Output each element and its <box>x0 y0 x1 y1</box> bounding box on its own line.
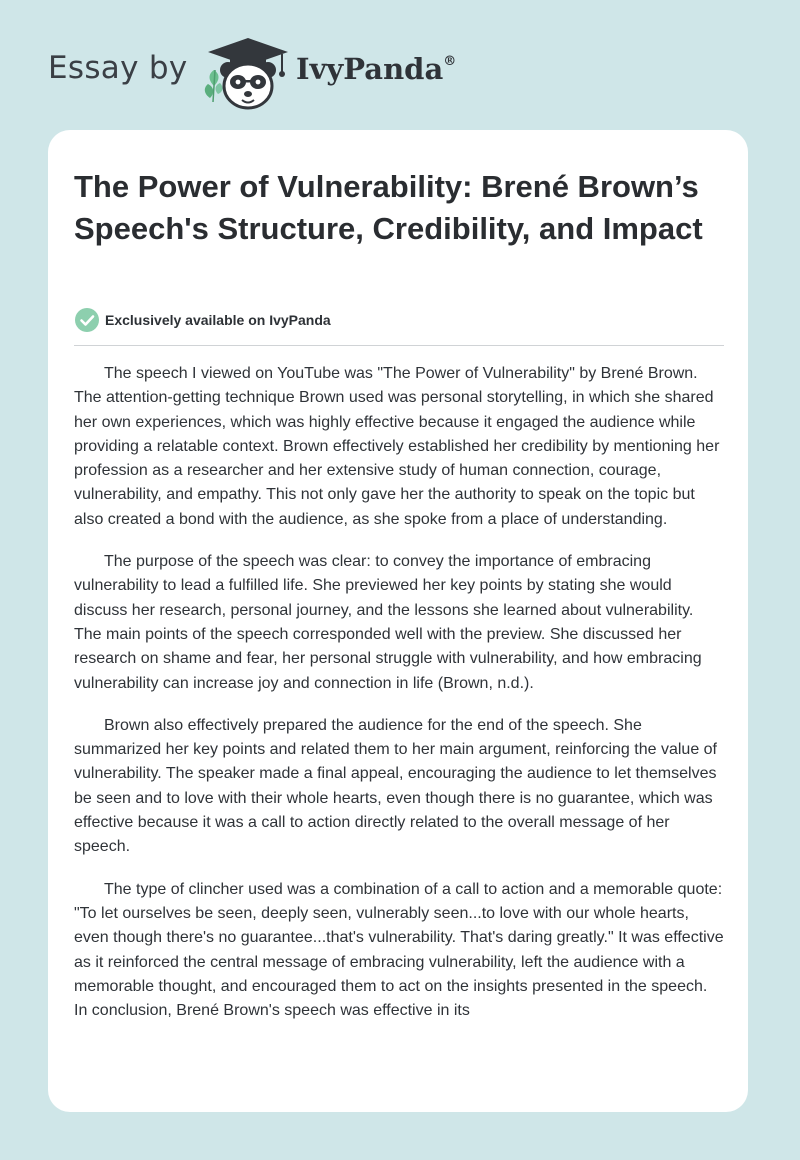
essay-body <box>74 362 724 1041</box>
registered-mark: ® <box>443 54 457 69</box>
paragraph: Brown also effectively prepared the audience for the end of the speech. She summarized her key points and related them to her main argument, reinforcing the value of vulnerability. The speaker made a final appeal, encouraging the audience to let themselves be seen and to love with their whole hearts, even though there is no guarantee, which was effective because it was a call to action directly related to the overall message of her speech. <box>74 716 717 856</box>
essay-by-label: Essay by <box>48 50 188 86</box>
brand-text: IvyPanda <box>296 52 444 86</box>
brand-name[interactable] <box>296 52 456 86</box>
title-divider <box>74 345 724 346</box>
exclusive-badge-label: Exclusively available on IvyPanda <box>105 312 331 328</box>
essay-title: The Power of Vulnerability: Brené Brown’s Speech's Structure, Credibility, and Impact <box>74 169 703 246</box>
check-circle-icon <box>74 307 100 333</box>
paragraph: The speech I viewed on YouTube was "The Power of Vulnerability" by Brené Brown. The attention-getting technique Brown used was personal storytelling, in which she shared her own experiences, which was highly effective because it engaged the audience while providing a relatable context. Brown effectively established her credibility by mentioning her profession as a researcher and her extensive study of human connection, courage, vulnerability, and empathy. This not only gave her the authority to speak on the topic but also created a bond with the audience, as she spoke from a place of understanding. <box>74 365 720 528</box>
paragraph: The type of clincher used was a combination of a call to action and a memorable quote: "To let ourselves be seen, deeply seen, vulnerably seen...to love with our whole hearts, even though there's no guarantee...that's vulnerability. That's daring greatly." It was effective as it reinforced the central message of embracing vulnerability, left the audience with a memorable thought, and encouraged them to act on the insights presented in the speech. In conclusion, Brené Brown's speech was effective in its <box>74 880 724 1020</box>
panda-graduate-icon[interactable] <box>200 34 296 110</box>
exclusive-badge <box>74 306 331 334</box>
essay-card <box>48 130 748 1112</box>
paragraph: The purpose of the speech was clear: to convey the importance of embracing vulnerability to lead a fulfilled life. She previewed her key points by stating she would discuss her research, personal journey, and the lessons she learned about vulnerability. The main points of the speech corresponded well with the preview. She discussed her research on shame and fear, her personal struggle with vulnerability, and how embracing vulnerability can increase joy and connection in life (Brown, n.d.). <box>74 553 702 692</box>
site-header <box>0 0 800 120</box>
